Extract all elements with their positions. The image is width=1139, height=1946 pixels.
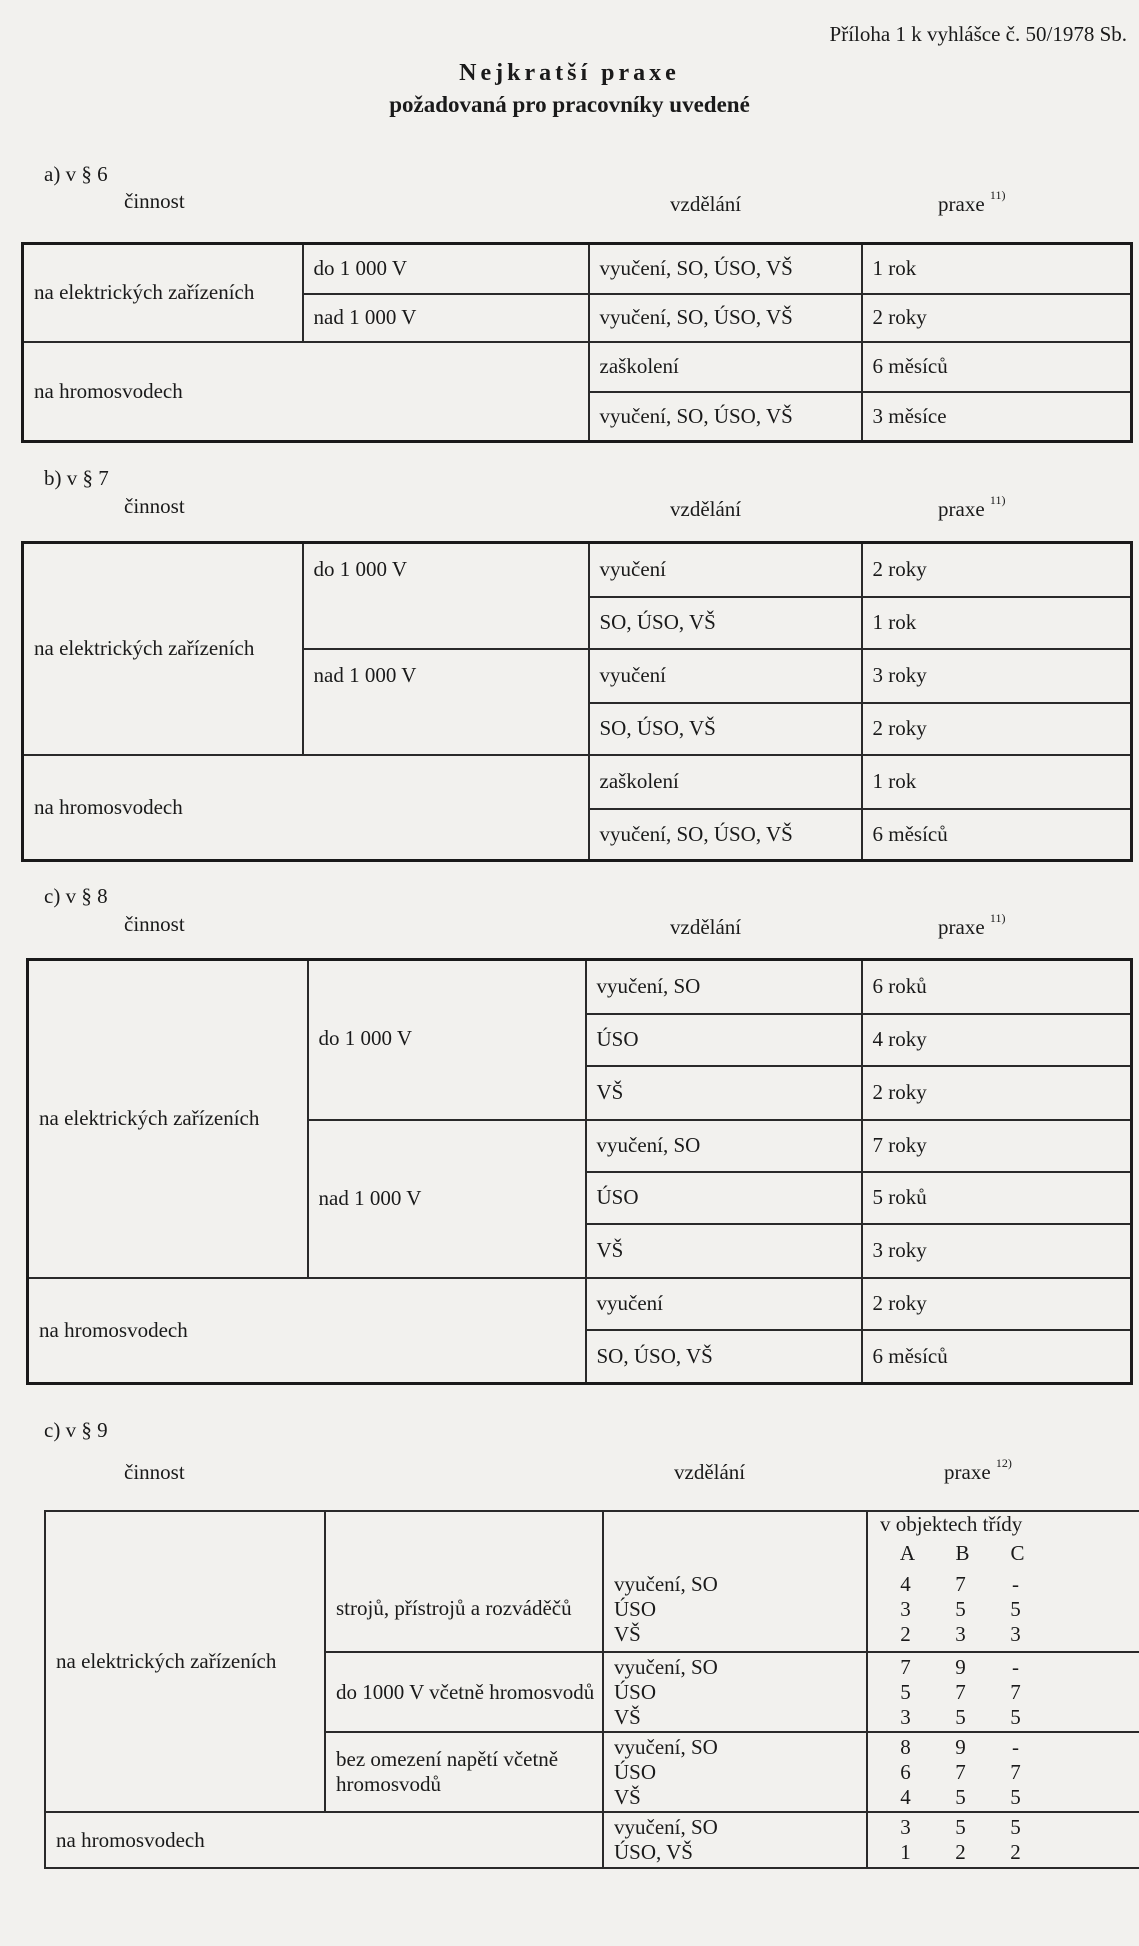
- s7-r5-praxe: 6 měsíců: [862, 809, 1132, 861]
- table-section-8: [26, 958, 1133, 1385]
- s6-r0-vzdelani: vyučení, SO, ÚSO, VŠ: [589, 244, 862, 294]
- s8-r4-praxe: 5 roků: [862, 1172, 1132, 1224]
- section-7-header-vzdelani: vzdělání: [670, 497, 742, 521]
- s7-r1-vzdelani: SO, ÚSO, VŠ: [589, 597, 862, 649]
- s7-r5-vzdelani: vyučení, SO, ÚSO, VŠ: [589, 809, 862, 861]
- s6-hrom-label: na hromosvodech: [23, 342, 589, 442]
- s9-class-c: C: [1010, 1541, 1025, 1565]
- s7-hrom-label: na hromosvodech: [23, 755, 589, 861]
- s7-r0-vzdelani: vyučení: [589, 543, 862, 597]
- s7-el-label: na elektrických zařízeních: [23, 543, 303, 755]
- annex-reference: Příloha 1 k vyhlášce č. 50/1978 Sb.: [829, 22, 1127, 46]
- section-8-header-praxe: praxe $^{11)}$: [938, 911, 1006, 939]
- table-section-6: [21, 242, 1133, 443]
- s7-r1-praxe: 1 rok: [862, 597, 1132, 649]
- s9-g1-vzdelani: vyučení, SO ÚSO VŠ: [603, 1652, 867, 1732]
- s7-r0-praxe: 2 roky: [862, 543, 1132, 597]
- s8-r5-praxe: 3 roky: [862, 1224, 1132, 1278]
- s8-r4-vzdelani: ÚSO: [586, 1172, 862, 1224]
- s9-hrom-label: na hromosvodech: [45, 1812, 603, 1868]
- s6-r1-vzdelani: vyučení, SO, ÚSO, VŠ: [589, 294, 862, 342]
- section-6-label: a) v § 6: [44, 162, 108, 186]
- s7-r2-vzdelani: vyučení: [589, 649, 862, 703]
- section-6-header-cinnost: činnost: [124, 189, 185, 213]
- s9-g0-sub: strojů, přístrojů a rozváděčů: [325, 1566, 603, 1652]
- s6-do-label: do 1 000 V: [303, 244, 589, 294]
- s9-g3-values: 3 5 5 1 2 2: [867, 1812, 1139, 1868]
- table-section-9: [44, 1510, 1139, 1869]
- s8-el-label: na elektrických zařízeních: [28, 960, 308, 1278]
- section-9-header-praxe: praxe $^{12)}$: [944, 1456, 1012, 1484]
- section-7-label: b) v § 7: [44, 466, 109, 490]
- section-6-header-praxe: praxe $^{11)}$: [938, 188, 1006, 216]
- s8-r7-praxe: 6 měsíců: [862, 1330, 1132, 1384]
- s9-g2-sub: bez omezení napětí včetně hromosvodů: [325, 1732, 603, 1812]
- s9-g1-values: 7 9 - 5 7 7 3 5 5: [867, 1652, 1139, 1732]
- s8-r0-vzdelani: vyučení, SO: [586, 960, 862, 1014]
- section-9-header-cinnost: činnost: [124, 1460, 185, 1484]
- s8-hrom-label: na hromosvodech: [28, 1278, 586, 1384]
- s6-el-label: na elektrických zařízeních: [23, 244, 303, 342]
- s9-g1-sub: do 1000 V včetně hromosvodů: [325, 1652, 603, 1732]
- s7-nad-label: nad 1 000 V: [303, 649, 589, 755]
- s6-r3-praxe: 3 měsíce: [862, 392, 1132, 442]
- s9-g2-values: 8 9 - 6 7 7 4 5 5: [867, 1732, 1139, 1812]
- section-8-header-vzdelani: vzdělání: [670, 915, 742, 939]
- s9-g0-vzdelani: vyučení, SO ÚSO VŠ: [603, 1566, 867, 1652]
- s8-r7-vzdelani: SO, ÚSO, VŠ: [586, 1330, 862, 1384]
- s9-g0-values: 4 7 - 3 5 5 2 3 3: [867, 1566, 1139, 1652]
- section-7-header-praxe: praxe $^{11)}$: [938, 493, 1006, 521]
- s7-r4-praxe: 1 rok: [862, 755, 1132, 809]
- s8-r0-praxe: 6 roků: [862, 960, 1132, 1014]
- s8-r6-vzdelani: vyučení: [586, 1278, 862, 1330]
- section-8-label: c) v § 8: [44, 884, 108, 908]
- s6-r1-praxe: 2 roky: [862, 294, 1132, 342]
- s7-r4-vzdelani: zaškolení: [589, 755, 862, 809]
- s9-objects-header: v objektech třídy A B C: [867, 1511, 1139, 1566]
- page-title: Nejkratší praxe: [459, 60, 680, 86]
- s8-r3-vzdelani: vyučení, SO: [586, 1120, 862, 1172]
- s6-r3-vzdelani: vyučení, SO, ÚSO, VŠ: [589, 392, 862, 442]
- s8-r2-praxe: 2 roky: [862, 1066, 1132, 1120]
- s9-el-label: na elektrických zařízeních: [45, 1511, 325, 1812]
- s7-do-label: do 1 000 V: [303, 543, 589, 649]
- section-8-header-cinnost: činnost: [124, 912, 185, 936]
- section-7-header-cinnost: činnost: [124, 494, 185, 518]
- s9-class-b: B: [955, 1541, 970, 1565]
- section-6-header-vzdelani: vzdělání: [670, 192, 742, 216]
- s7-r3-vzdelani: SO, ÚSO, VŠ: [589, 703, 862, 755]
- s7-r3-praxe: 2 roky: [862, 703, 1132, 755]
- s8-nad-label: nad 1 000 V: [308, 1120, 586, 1278]
- s6-nad-label: nad 1 000 V: [303, 294, 589, 342]
- page-subtitle: požadovaná pro pracovníky uvedené: [389, 92, 750, 117]
- table-section-7: [21, 541, 1133, 862]
- s8-r2-vzdelani: VŠ: [586, 1066, 862, 1120]
- section-9-header-vzdelani: vzdělání: [674, 1460, 746, 1484]
- s8-do-label: do 1 000 V: [308, 960, 586, 1120]
- s6-r2-vzdelani: zaškolení: [589, 342, 862, 392]
- s9-g3-vzdelani: vyučení, SO ÚSO, VŠ: [603, 1812, 867, 1868]
- s8-r6-praxe: 2 roky: [862, 1278, 1132, 1330]
- s8-r1-praxe: 4 roky: [862, 1014, 1132, 1066]
- s8-r3-praxe: 7 roky: [862, 1120, 1132, 1172]
- section-9-label: c) v § 9: [44, 1418, 108, 1442]
- s7-r2-praxe: 3 roky: [862, 649, 1132, 703]
- s8-r1-vzdelani: ÚSO: [586, 1014, 862, 1066]
- s9-class-a: A: [899, 1541, 916, 1565]
- s6-r0-praxe: 1 rok: [862, 244, 1132, 294]
- s6-r2-praxe: 6 měsíců: [862, 342, 1132, 392]
- s9-g2-vzdelani: vyučení, SO ÚSO VŠ: [603, 1732, 867, 1812]
- s8-r5-vzdelani: VŠ: [586, 1224, 862, 1278]
